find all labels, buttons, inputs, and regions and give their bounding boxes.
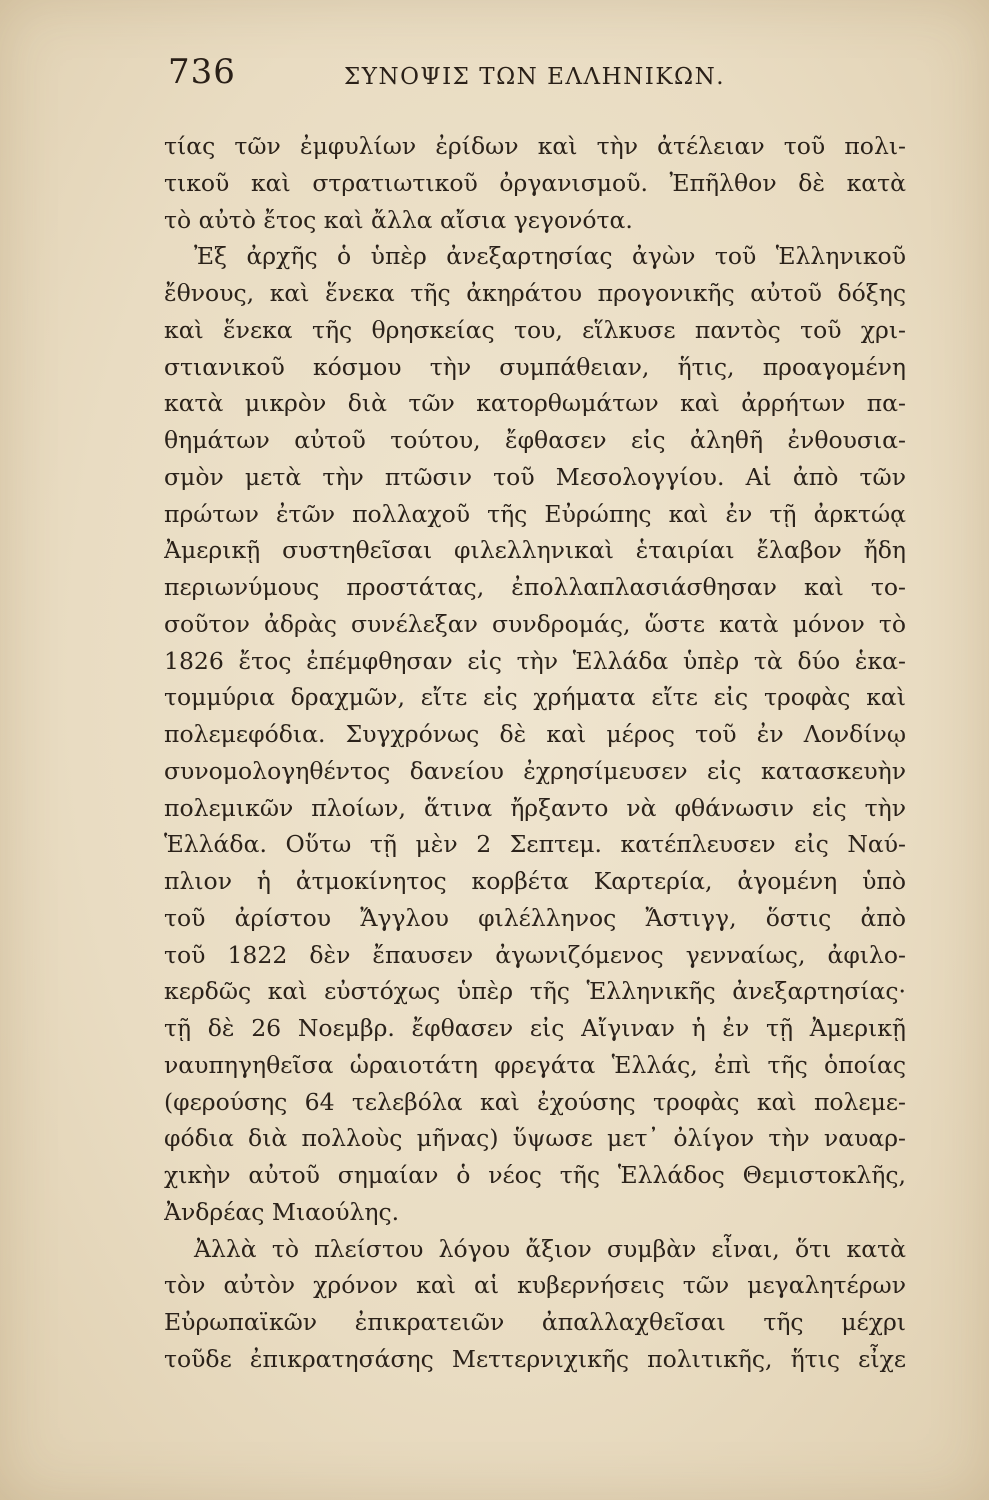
text-line: κερδῶς καὶ εὐστόχως ὑπὲρ τῆς Ἑλληνικῆς ἀνεξαρτησίας· <box>164 977 906 1006</box>
running-title: ΣΥΝΟΨΙΣ ΤΩΝ ΕΛΛΗΝΙΚΩΝ. <box>344 64 726 90</box>
text-line: Εὐρωπαϊκῶν ἐπικρατειῶν ἀπαλλαχθεῖσαι τῆς μέχρι <box>164 1308 906 1336</box>
text-line: τομμύρια δραχμῶν, εἴτε εἰς χρήματα εἴτε εἰς τροφὰς καὶ <box>164 683 906 712</box>
text-line: Ἀνδρέας Μιαούλης. <box>164 1197 400 1226</box>
text-line: σοῦτον ἀδρὰς συνέλεξαν συνδρομάς, ὥστε κατὰ μόνον τὸ <box>164 609 906 638</box>
text-line: πρώτων ἐτῶν πολλαχοῦ τῆς Εὐρώπης καὶ ἐν τῇ ἀρκτώᾳ <box>164 499 906 528</box>
text-line: Ἑλλάδα. Οὕτω τῇ μὲν 2 Σεπτεμ. κατέπλευσεν εἰς Ναύ- <box>164 830 906 859</box>
text-line: τοῦδε ἐπικρατησάσης Μεττερνιχικῆς πολιτικῆς, ἥτις εἶχε <box>164 1344 906 1373</box>
body-text <box>164 128 906 1388</box>
text-line: στιανικοῦ κόσμου τὴν συμπάθειαν, ἥτις, προαγομένη <box>164 352 906 381</box>
text-line: τικοῦ καὶ στρατιωτικοῦ ὀργανισμοῦ. Ἐπῆλθον δὲ κατὰ <box>164 168 906 197</box>
text-line: πλιον ἡ ἀτμοκίνητος κορβέτα Καρτερία, ἀγομένη ὑπὸ <box>164 867 906 895</box>
text-line: Ἀμερικῇ συστηθεῖσαι φιλελληνικαὶ ἑταιρίαι ἔλαβον ἤδη <box>164 536 906 565</box>
text-line: τοῦ ἀρίστου Ἄγγλου φιλέλληνος Ἄστιγγ, ὅστις ἀπὸ <box>164 903 906 932</box>
page-header <box>168 52 788 100</box>
text-line: πολεμικῶν πλοίων, ἅτινα ἤρξαντο νὰ φθάνωσιν εἰς τὴν <box>164 793 906 822</box>
text-line: σμὸν μετὰ τὴν πτῶσιν τοῦ Μεσολογγίου. Αἱ ἀπὸ τῶν <box>164 462 906 491</box>
text-line: Ἐξ ἀρχῆς ὁ ὑπὲρ ἀνεξαρτησίας ἀγὼν τοῦ Ἑλληνικοῦ <box>194 242 906 271</box>
page-number: 736 <box>168 52 236 92</box>
text-line: ἔθνους, καὶ ἕνεκα τῆς ἀκηράτου προγονικῆς αὐτοῦ δόξης <box>164 279 906 307</box>
text-line: 1826 ἔτος ἐπέμφθησαν εἰς τὴν Ἑλλάδα ὑπὲρ τὰ δύο ἑκα- <box>164 646 906 675</box>
text-line: τοῦ 1822 δὲν ἔπαυσεν ἀγωνιζόμενος γενναίως, ἀφιλο- <box>164 940 906 969</box>
text-line: τὸ αὐτὸ ἔτος καὶ ἄλλα αἴσια γεγονότα. <box>164 205 633 234</box>
text-line: τὸν αὐτὸν χρόνον καὶ αἱ κυβερνήσεις τῶν μεγαλητέρων <box>164 1271 906 1300</box>
text-line: κατὰ μικρὸν διὰ τῶν κατορθωμάτων καὶ ἀρρήτων πα- <box>164 389 906 418</box>
text-line: Ἀλλὰ τὸ πλείστου λόγου ἄξιον συμβὰν εἶναι, ὅτι κατὰ <box>194 1234 906 1263</box>
text-line: καὶ ἕνεκα τῆς θρησκείας του, εἵλκυσε παντὸς τοῦ χρι- <box>164 315 906 344</box>
text-line: ναυπηγηθεῖσα ὡραιοτάτη φρεγάτα Ἑλλάς, ἐπὶ τῆς ὁποίας <box>164 1050 906 1079</box>
text-line: θημάτων αὐτοῦ τούτου, ἔφθασεν εἰς ἀληθῆ ἐνθουσια- <box>164 426 906 454</box>
text-line: πολεμεφόδια. Συγχρόνως δὲ καὶ μέρος τοῦ ἐν Λονδίνῳ <box>164 720 906 748</box>
text-line: συνομολογηθέντος δανείου ἐχρησίμευσεν εἰς κατασκευὴν <box>164 756 906 785</box>
text-line: χικὴν αὐτοῦ σημαίαν ὁ νέος τῆς Ἑλλάδος Θεμιστοκλῆς, <box>164 1161 906 1189</box>
text-line: τίας τῶν ἐμφυλίων ἐρίδων καὶ τὴν ἀτέλειαν τοῦ πολι- <box>164 132 906 160</box>
text-line: περιωνύμους προστάτας, ἐπολλαπλασιάσθησαν καὶ το- <box>164 573 906 601</box>
text-line: τῇ δὲ 26 Νοεμβρ. ἔφθασεν εἰς Αἴγιναν ἡ ἐν τῇ Ἀμερικῇ <box>164 1014 906 1042</box>
text-line: (φερούσης 64 τελεβόλα καὶ ἐχούσης τροφὰς καὶ πολεμε- <box>164 1087 906 1116</box>
text-line: φόδια διὰ πολλοὺς μῆνας) ὕψωσε μετ᾽ ὀλίγον τὴν ναυαρ- <box>164 1124 906 1153</box>
